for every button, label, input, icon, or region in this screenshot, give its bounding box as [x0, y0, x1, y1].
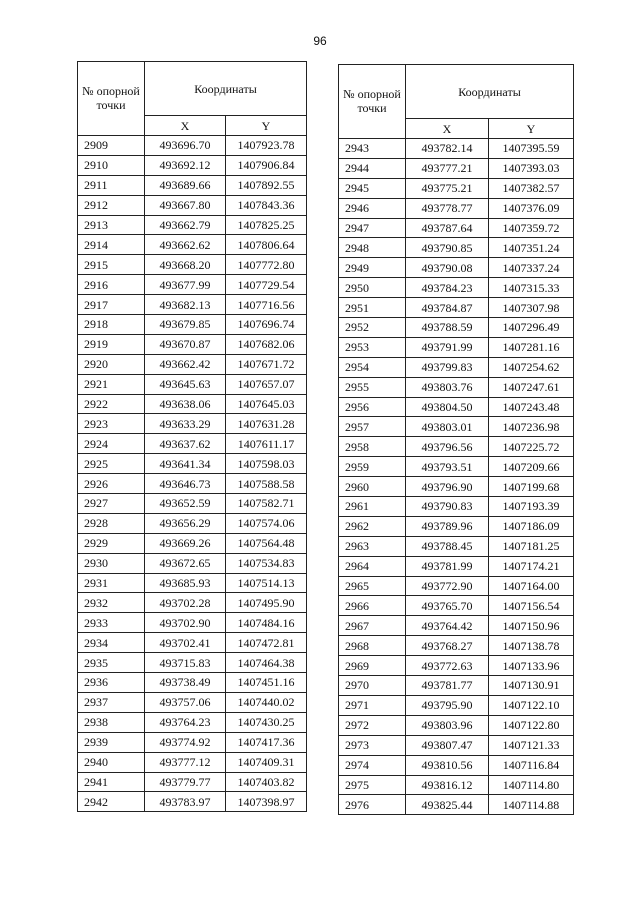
- x-coordinate-cell: 493790.85: [406, 238, 489, 258]
- point-number-cell: 2976: [339, 795, 406, 815]
- y-coordinate-cell: 1407682.06: [226, 334, 307, 354]
- x-coordinate-cell: 493796.90: [406, 477, 489, 497]
- table-row: [339, 775, 574, 795]
- x-coordinate-cell: 493702.41: [145, 633, 226, 653]
- table-row: [339, 636, 574, 656]
- table-row: [339, 337, 574, 357]
- point-number-cell: 2962: [339, 516, 406, 536]
- point-number-cell: 2928: [78, 513, 145, 533]
- point-number-cell: 2929: [78, 533, 145, 553]
- point-number-cell: 2913: [78, 215, 145, 235]
- table-row: [78, 354, 307, 374]
- x-coordinate-cell: 493682.13: [145, 295, 226, 315]
- y-coordinate-cell: 1407729.54: [226, 275, 307, 295]
- x-coordinate-cell: 493781.77: [406, 676, 489, 696]
- y-coordinate-cell: 1407376.09: [489, 198, 574, 218]
- x-coordinate-cell: 493788.45: [406, 536, 489, 556]
- y-coordinate-cell: 1407254.62: [489, 357, 574, 377]
- y-coordinate-cell: 1407121.33: [489, 735, 574, 755]
- point-number-cell: 2912: [78, 195, 145, 215]
- point-number-cell: 2952: [339, 318, 406, 338]
- y-coordinate-cell: 1407598.03: [226, 454, 307, 474]
- y-coordinate-cell: 1407236.98: [489, 417, 574, 437]
- table-row: [339, 298, 574, 318]
- x-coordinate-cell: 493652.59: [145, 494, 226, 514]
- x-coordinate-cell: 493633.29: [145, 414, 226, 434]
- point-number-cell: 2932: [78, 593, 145, 613]
- y-coordinate-cell: 1407122.10: [489, 695, 574, 715]
- table-row: [339, 695, 574, 715]
- point-number-cell: 2918: [78, 315, 145, 335]
- header-coordinates: Координаты: [406, 65, 574, 119]
- y-coordinate-cell: 1407403.82: [226, 772, 307, 792]
- point-number-cell: 2930: [78, 553, 145, 573]
- x-coordinate-cell: 493825.44: [406, 795, 489, 815]
- point-number-cell: 2927: [78, 494, 145, 514]
- y-coordinate-cell: 1407843.36: [226, 195, 307, 215]
- point-number-cell: 2922: [78, 394, 145, 414]
- point-number-cell: 2964: [339, 556, 406, 576]
- header-y: Y: [489, 119, 574, 139]
- y-coordinate-cell: 1407150.96: [489, 616, 574, 636]
- table-row: [78, 732, 307, 752]
- point-number-cell: 2924: [78, 434, 145, 454]
- point-number-cell: 2950: [339, 278, 406, 298]
- header-point-number: № опорной точки: [78, 62, 145, 136]
- y-coordinate-cell: 1407514.13: [226, 573, 307, 593]
- x-coordinate-cell: 493790.83: [406, 497, 489, 517]
- x-coordinate-cell: 493795.90: [406, 695, 489, 715]
- coordinates-table-left: [77, 61, 307, 812]
- point-number-cell: 2955: [339, 377, 406, 397]
- point-number-cell: 2940: [78, 752, 145, 772]
- table-row: [78, 752, 307, 772]
- table-row: [339, 278, 574, 298]
- table-row: [78, 454, 307, 474]
- y-coordinate-cell: 1407484.16: [226, 613, 307, 633]
- x-coordinate-cell: 493672.65: [145, 553, 226, 573]
- x-coordinate-cell: 493715.83: [145, 653, 226, 673]
- table-row: [78, 275, 307, 295]
- table-row: [339, 497, 574, 517]
- x-coordinate-cell: 493764.42: [406, 616, 489, 636]
- table-row: [339, 676, 574, 696]
- table-body-right: [339, 139, 574, 815]
- x-coordinate-cell: 493787.64: [406, 218, 489, 238]
- x-coordinate-cell: 493757.06: [145, 692, 226, 712]
- table-row: [339, 457, 574, 477]
- y-coordinate-cell: 1407130.91: [489, 676, 574, 696]
- y-coordinate-cell: 1407116.84: [489, 755, 574, 775]
- table-row: [78, 215, 307, 235]
- table-row: [339, 477, 574, 497]
- y-coordinate-cell: 1407564.48: [226, 533, 307, 553]
- y-coordinate-cell: 1407164.00: [489, 576, 574, 596]
- x-coordinate-cell: 493689.66: [145, 175, 226, 195]
- point-number-cell: 2971: [339, 695, 406, 715]
- table-row: [78, 573, 307, 593]
- y-coordinate-cell: 1407657.07: [226, 374, 307, 394]
- x-coordinate-cell: 493791.99: [406, 337, 489, 357]
- x-coordinate-cell: 493702.28: [145, 593, 226, 613]
- table-row: [339, 556, 574, 576]
- x-coordinate-cell: 493738.49: [145, 673, 226, 693]
- header-point-number: № опорной точки: [339, 65, 406, 139]
- table-row: [339, 735, 574, 755]
- y-coordinate-cell: 1407631.28: [226, 414, 307, 434]
- point-number-cell: 2975: [339, 775, 406, 795]
- x-coordinate-cell: 493670.87: [145, 334, 226, 354]
- y-coordinate-cell: 1407174.21: [489, 556, 574, 576]
- x-coordinate-cell: 493765.70: [406, 596, 489, 616]
- point-number-cell: 2934: [78, 633, 145, 653]
- point-number-cell: 2916: [78, 275, 145, 295]
- x-coordinate-cell: 493777.21: [406, 158, 489, 178]
- table-row: [78, 434, 307, 454]
- point-number-cell: 2947: [339, 218, 406, 238]
- x-coordinate-cell: 493789.96: [406, 516, 489, 536]
- y-coordinate-cell: 1407892.55: [226, 175, 307, 195]
- table-row: [78, 792, 307, 812]
- y-coordinate-cell: 1407696.74: [226, 315, 307, 335]
- table-row: [339, 755, 574, 775]
- header-y: Y: [226, 116, 307, 136]
- table-row: [78, 315, 307, 335]
- y-coordinate-cell: 1407409.31: [226, 752, 307, 772]
- table-row: [339, 357, 574, 377]
- y-coordinate-cell: 1407398.97: [226, 792, 307, 812]
- table-row: [339, 536, 574, 556]
- table-row: [78, 474, 307, 494]
- table-row: [339, 516, 574, 536]
- x-coordinate-cell: 493768.27: [406, 636, 489, 656]
- x-coordinate-cell: 493782.14: [406, 139, 489, 159]
- y-coordinate-cell: 1407243.48: [489, 397, 574, 417]
- table-row: [339, 656, 574, 676]
- y-coordinate-cell: 1407315.33: [489, 278, 574, 298]
- table-row: [339, 576, 574, 596]
- point-number-cell: 2973: [339, 735, 406, 755]
- y-coordinate-cell: 1407716.56: [226, 295, 307, 315]
- x-coordinate-cell: 493810.56: [406, 755, 489, 775]
- y-coordinate-cell: 1407472.81: [226, 633, 307, 653]
- y-coordinate-cell: 1407359.72: [489, 218, 574, 238]
- y-coordinate-cell: 1407156.54: [489, 596, 574, 616]
- table-row: [78, 175, 307, 195]
- x-coordinate-cell: 493662.62: [145, 235, 226, 255]
- point-number-cell: 2967: [339, 616, 406, 636]
- x-coordinate-cell: 493779.77: [145, 772, 226, 792]
- y-coordinate-cell: 1407393.03: [489, 158, 574, 178]
- x-coordinate-cell: 493784.87: [406, 298, 489, 318]
- x-coordinate-cell: 493645.63: [145, 374, 226, 394]
- point-number-cell: 2951: [339, 298, 406, 318]
- table-row: [339, 596, 574, 616]
- y-coordinate-cell: 1407296.49: [489, 318, 574, 338]
- y-coordinate-cell: 1407464.38: [226, 653, 307, 673]
- table-row: [339, 715, 574, 735]
- point-number-cell: 2953: [339, 337, 406, 357]
- y-coordinate-cell: 1407806.64: [226, 235, 307, 255]
- y-coordinate-cell: 1407923.78: [226, 136, 307, 156]
- point-number-cell: 2946: [339, 198, 406, 218]
- table-row: [339, 238, 574, 258]
- point-number-cell: 2943: [339, 139, 406, 159]
- table-row: [339, 139, 574, 159]
- y-coordinate-cell: 1407133.96: [489, 656, 574, 676]
- table-row: [78, 374, 307, 394]
- point-number-cell: 2954: [339, 357, 406, 377]
- table-row: [78, 653, 307, 673]
- table-row: [78, 155, 307, 175]
- point-number-cell: 2959: [339, 457, 406, 477]
- point-number-cell: 2972: [339, 715, 406, 735]
- table-row: [78, 633, 307, 653]
- table-row: [339, 795, 574, 815]
- point-number-cell: 2963: [339, 536, 406, 556]
- y-coordinate-cell: 1407825.25: [226, 215, 307, 235]
- point-number-cell: 2958: [339, 437, 406, 457]
- y-coordinate-cell: 1407645.03: [226, 394, 307, 414]
- x-coordinate-cell: 493778.77: [406, 198, 489, 218]
- x-coordinate-cell: 493646.73: [145, 474, 226, 494]
- x-coordinate-cell: 493667.80: [145, 195, 226, 215]
- point-number-cell: 2911: [78, 175, 145, 195]
- x-coordinate-cell: 493679.85: [145, 315, 226, 335]
- x-coordinate-cell: 493775.21: [406, 178, 489, 198]
- y-coordinate-cell: 1407671.72: [226, 354, 307, 374]
- x-coordinate-cell: 493790.08: [406, 258, 489, 278]
- point-number-cell: 2960: [339, 477, 406, 497]
- table-row: [78, 394, 307, 414]
- table-row: [339, 318, 574, 338]
- table-row: [78, 334, 307, 354]
- x-coordinate-cell: 493807.47: [406, 735, 489, 755]
- y-coordinate-cell: 1407351.24: [489, 238, 574, 258]
- y-coordinate-cell: 1407451.16: [226, 673, 307, 693]
- x-coordinate-cell: 493799.83: [406, 357, 489, 377]
- y-coordinate-cell: 1407382.57: [489, 178, 574, 198]
- table-row: [339, 397, 574, 417]
- point-number-cell: 2941: [78, 772, 145, 792]
- x-coordinate-cell: 493803.96: [406, 715, 489, 735]
- table-row: [78, 494, 307, 514]
- x-coordinate-cell: 493774.92: [145, 732, 226, 752]
- x-coordinate-cell: 493662.79: [145, 215, 226, 235]
- x-coordinate-cell: 493804.50: [406, 397, 489, 417]
- y-coordinate-cell: 1407281.16: [489, 337, 574, 357]
- table-row: [78, 295, 307, 315]
- point-number-cell: 2925: [78, 454, 145, 474]
- y-coordinate-cell: 1407199.68: [489, 477, 574, 497]
- point-number-cell: 2974: [339, 755, 406, 775]
- x-coordinate-cell: 493637.62: [145, 434, 226, 454]
- table-row: [78, 553, 307, 573]
- x-coordinate-cell: 493796.56: [406, 437, 489, 457]
- point-number-cell: 2949: [339, 258, 406, 278]
- x-coordinate-cell: 493781.99: [406, 556, 489, 576]
- coordinates-table-right: [338, 64, 574, 815]
- table-row: [339, 218, 574, 238]
- table-row: [339, 178, 574, 198]
- y-coordinate-cell: 1407181.25: [489, 536, 574, 556]
- x-coordinate-cell: 493816.12: [406, 775, 489, 795]
- point-number-cell: 2915: [78, 255, 145, 275]
- y-coordinate-cell: 1407534.83: [226, 553, 307, 573]
- header-x: X: [145, 116, 226, 136]
- y-coordinate-cell: 1407417.36: [226, 732, 307, 752]
- x-coordinate-cell: 493803.01: [406, 417, 489, 437]
- table-row: [78, 692, 307, 712]
- x-coordinate-cell: 493772.90: [406, 576, 489, 596]
- y-coordinate-cell: 1407906.84: [226, 155, 307, 175]
- point-number-cell: 2938: [78, 712, 145, 732]
- y-coordinate-cell: 1407582.71: [226, 494, 307, 514]
- point-number-cell: 2939: [78, 732, 145, 752]
- y-coordinate-cell: 1407588.58: [226, 474, 307, 494]
- x-coordinate-cell: 493777.12: [145, 752, 226, 772]
- table-row: [339, 198, 574, 218]
- table-row: [78, 613, 307, 633]
- x-coordinate-cell: 493783.97: [145, 792, 226, 812]
- y-coordinate-cell: 1407337.24: [489, 258, 574, 278]
- table-row: [78, 772, 307, 792]
- point-number-cell: 2923: [78, 414, 145, 434]
- x-coordinate-cell: 493685.93: [145, 573, 226, 593]
- point-number-cell: 2935: [78, 653, 145, 673]
- table-row: [78, 136, 307, 156]
- header-coordinates: Координаты: [145, 62, 307, 116]
- point-number-cell: 2919: [78, 334, 145, 354]
- y-coordinate-cell: 1407209.66: [489, 457, 574, 477]
- x-coordinate-cell: 493702.90: [145, 613, 226, 633]
- page-number: 96: [313, 34, 327, 48]
- table-row: [78, 673, 307, 693]
- table-row: [78, 195, 307, 215]
- header-x: X: [406, 119, 489, 139]
- x-coordinate-cell: 493692.12: [145, 155, 226, 175]
- point-number-cell: 2970: [339, 676, 406, 696]
- table-row: [339, 417, 574, 437]
- point-number-cell: 2936: [78, 673, 145, 693]
- point-number-cell: 2937: [78, 692, 145, 712]
- point-number-cell: 2926: [78, 474, 145, 494]
- y-coordinate-cell: 1407247.61: [489, 377, 574, 397]
- point-number-cell: 2914: [78, 235, 145, 255]
- point-number-cell: 2956: [339, 397, 406, 417]
- point-number-cell: 2909: [78, 136, 145, 156]
- table-row: [78, 414, 307, 434]
- point-number-cell: 2948: [339, 238, 406, 258]
- x-coordinate-cell: 493772.63: [406, 656, 489, 676]
- x-coordinate-cell: 493793.51: [406, 457, 489, 477]
- y-coordinate-cell: 1407611.17: [226, 434, 307, 454]
- table-row: [78, 235, 307, 255]
- y-coordinate-cell: 1407430.25: [226, 712, 307, 732]
- y-coordinate-cell: 1407307.98: [489, 298, 574, 318]
- x-coordinate-cell: 493638.06: [145, 394, 226, 414]
- point-number-cell: 2961: [339, 497, 406, 517]
- y-coordinate-cell: 1407114.80: [489, 775, 574, 795]
- point-number-cell: 2920: [78, 354, 145, 374]
- y-coordinate-cell: 1407193.39: [489, 497, 574, 517]
- x-coordinate-cell: 493662.42: [145, 354, 226, 374]
- point-number-cell: 2945: [339, 178, 406, 198]
- x-coordinate-cell: 493641.34: [145, 454, 226, 474]
- point-number-cell: 2965: [339, 576, 406, 596]
- point-number-cell: 2944: [339, 158, 406, 178]
- table-row: [78, 533, 307, 553]
- x-coordinate-cell: 493656.29: [145, 513, 226, 533]
- point-number-cell: 2910: [78, 155, 145, 175]
- point-number-cell: 2966: [339, 596, 406, 616]
- point-number-cell: 2957: [339, 417, 406, 437]
- table-row: [339, 437, 574, 457]
- table-row: [339, 258, 574, 278]
- table-row: [78, 712, 307, 732]
- point-number-cell: 2931: [78, 573, 145, 593]
- x-coordinate-cell: 493669.26: [145, 533, 226, 553]
- x-coordinate-cell: 493788.59: [406, 318, 489, 338]
- y-coordinate-cell: 1407186.09: [489, 516, 574, 536]
- x-coordinate-cell: 493677.99: [145, 275, 226, 295]
- y-coordinate-cell: 1407225.72: [489, 437, 574, 457]
- x-coordinate-cell: 493696.70: [145, 136, 226, 156]
- y-coordinate-cell: 1407122.80: [489, 715, 574, 735]
- table-row: [339, 158, 574, 178]
- y-coordinate-cell: 1407495.90: [226, 593, 307, 613]
- x-coordinate-cell: 493803.76: [406, 377, 489, 397]
- x-coordinate-cell: 493784.23: [406, 278, 489, 298]
- point-number-cell: 2942: [78, 792, 145, 812]
- y-coordinate-cell: 1407138.78: [489, 636, 574, 656]
- y-coordinate-cell: 1407772.80: [226, 255, 307, 275]
- y-coordinate-cell: 1407440.02: [226, 692, 307, 712]
- table-row: [78, 513, 307, 533]
- y-coordinate-cell: 1407395.59: [489, 139, 574, 159]
- point-number-cell: 2969: [339, 656, 406, 676]
- table-row: [339, 377, 574, 397]
- point-number-cell: 2917: [78, 295, 145, 315]
- table-row: [78, 593, 307, 613]
- table-row: [78, 255, 307, 275]
- x-coordinate-cell: 493668.20: [145, 255, 226, 275]
- point-number-cell: 2921: [78, 374, 145, 394]
- table-row: [339, 616, 574, 636]
- point-number-cell: 2968: [339, 636, 406, 656]
- table-body-left: [78, 136, 307, 812]
- y-coordinate-cell: 1407114.88: [489, 795, 574, 815]
- x-coordinate-cell: 493764.23: [145, 712, 226, 732]
- point-number-cell: 2933: [78, 613, 145, 633]
- y-coordinate-cell: 1407574.06: [226, 513, 307, 533]
